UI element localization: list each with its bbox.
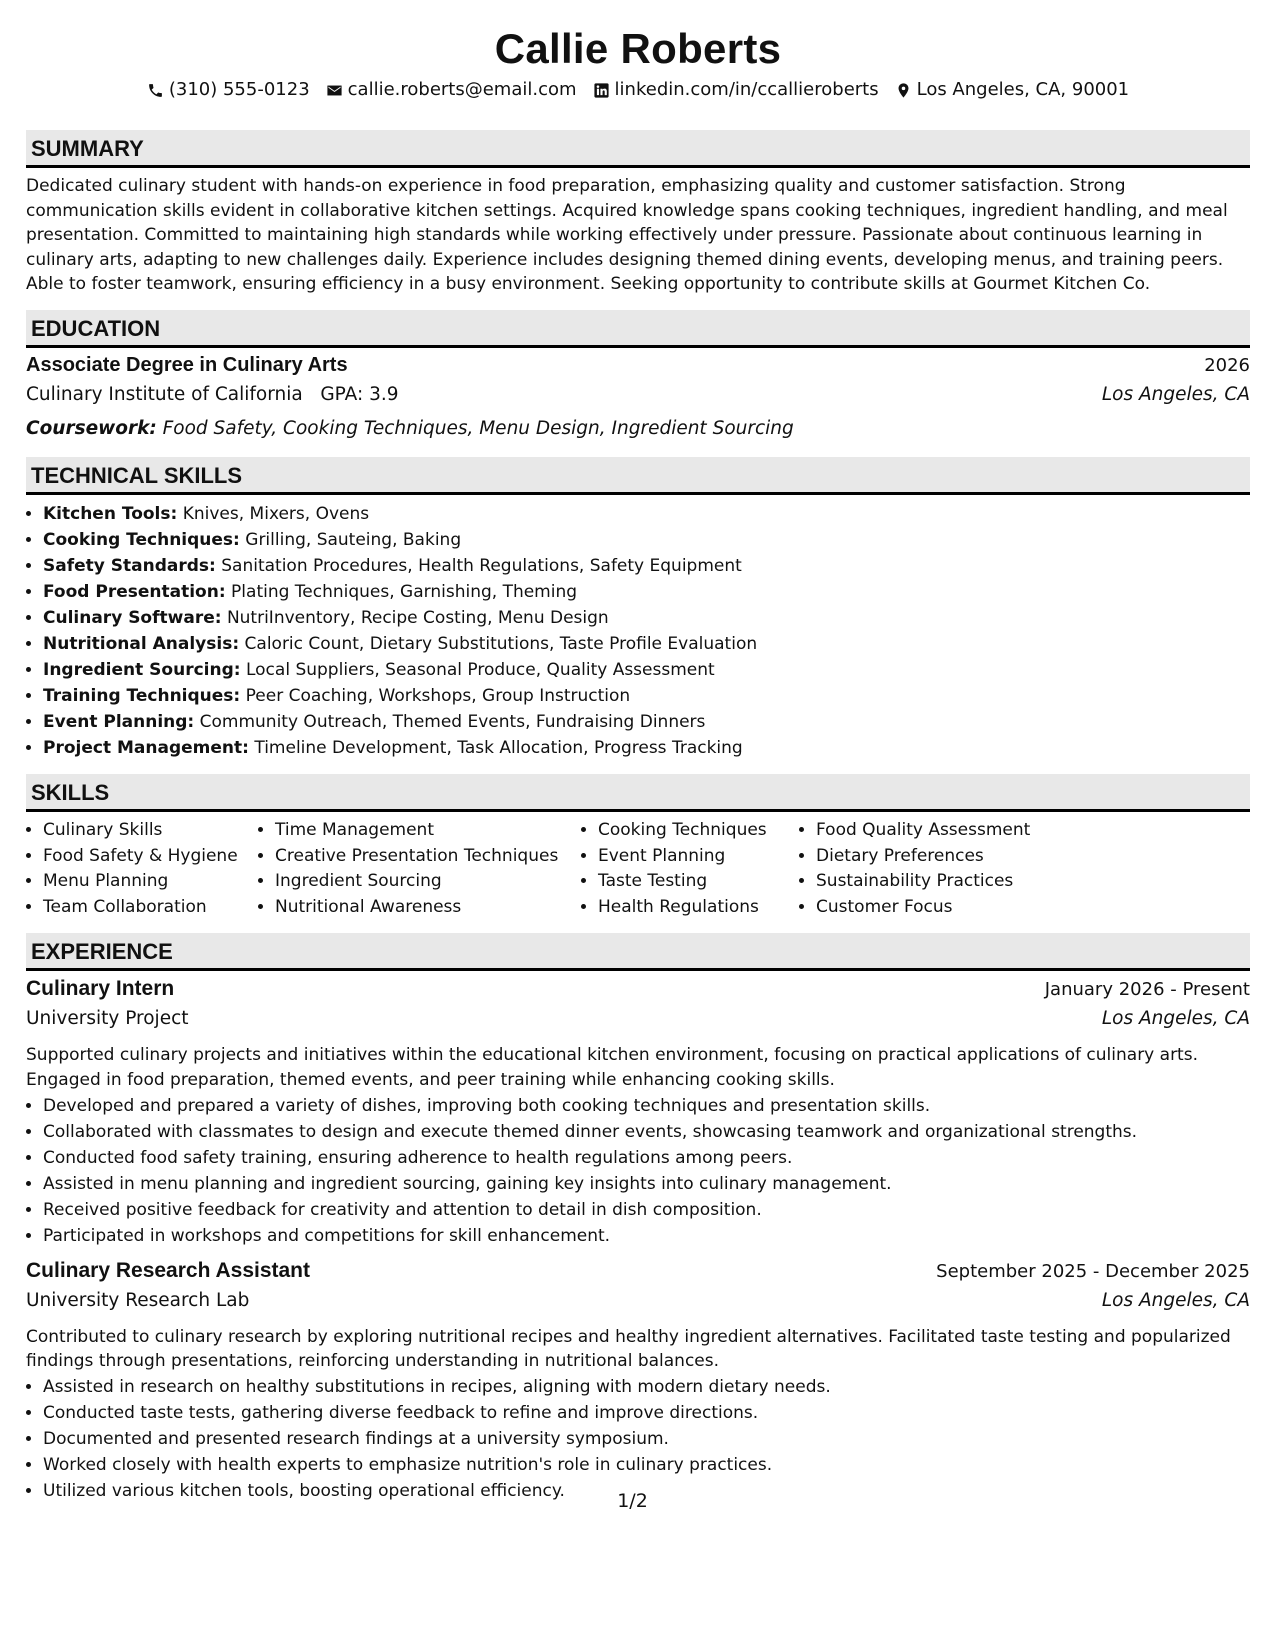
list-item: • Safety Standards: Sanitation Procedures, Health Regulations, Safety Equipment bbox=[43, 553, 1250, 579]
location-text: Los Angeles, CA, 90001 bbox=[916, 79, 1130, 100]
job-dates: September 2025 - December 2025 bbox=[936, 1260, 1250, 1282]
skills-grid bbox=[26, 818, 1250, 920]
list-item: • Ingredient Sourcing: Local Suppliers, Seasonal Produce, Quality Assessment bbox=[43, 657, 1250, 683]
job-org: University Research Lab bbox=[26, 1289, 250, 1311]
list-item: • Assisted in research on healthy substitutions in recipes, aligning with modern dietary needs. bbox=[43, 1374, 1250, 1400]
degree-title: Associate Degree in Culinary Arts bbox=[26, 353, 348, 376]
job-bullets bbox=[26, 1093, 1250, 1249]
education-location: Los Angeles, CA bbox=[1101, 383, 1250, 405]
section-heading-experience: EXPERIENCE bbox=[26, 933, 1250, 971]
list-item: • Menu Planning bbox=[43, 869, 258, 895]
list-item: • Event Planning: Community Outreach, Themed Events, Fundraising Dinners bbox=[43, 709, 1250, 735]
list-item: • Collaborated with classmates to design and execute themed dinner events, showcasing teamwork and organizational strengths. bbox=[43, 1119, 1250, 1145]
resume-page bbox=[26, 0, 1250, 1512]
coursework-list: Food Safety, Cooking Techniques, Menu Design, Ingredient Sourcing bbox=[162, 417, 794, 439]
job-summary: Supported culinary projects and initiatives within the educational kitchen environment, focusing on practical applications of culinary arts. Engaged in food preparation, themed events, and peer training while enhancing cooking skills. bbox=[26, 1045, 1198, 1090]
skills-column-3 bbox=[581, 818, 799, 920]
contact-email[interactable] bbox=[326, 78, 577, 102]
school-line bbox=[26, 384, 399, 405]
section-heading-skills: SKILLS bbox=[26, 774, 1250, 812]
coursework-label: Coursework: bbox=[26, 417, 157, 439]
list-item: • Developed and prepared a variety of dishes, improving both cooking techniques and presentation skills. bbox=[43, 1093, 1250, 1119]
list-item: • Project Management: Timeline Development, Task Allocation, Progress Tracking bbox=[43, 735, 1250, 761]
phone-text: (310) 555-0123 bbox=[168, 79, 310, 100]
education-title-row bbox=[26, 354, 1250, 384]
list-item: • Customer Focus bbox=[816, 895, 1076, 921]
list-item: • Training Techniques: Peer Coaching, Workshops, Group Instruction bbox=[43, 683, 1250, 709]
contact-location bbox=[895, 78, 1130, 102]
candidate-name: Callie Roberts bbox=[494, 25, 782, 72]
list-item: • Cooking Techniques: Grilling, Sauteing, Baking bbox=[43, 527, 1250, 553]
job-title: Culinary Research Assistant bbox=[26, 1258, 311, 1282]
education-year: 2026 bbox=[1204, 354, 1250, 376]
job-title: Culinary Intern bbox=[26, 977, 175, 1001]
list-item: • Culinary Software: NutriInventory, Recipe Costing, Menu Design bbox=[43, 605, 1250, 631]
contact-bar bbox=[26, 78, 1250, 102]
contact-linkedin[interactable] bbox=[593, 78, 879, 102]
list-item: • Dietary Preferences bbox=[816, 844, 1076, 870]
linkedin-icon bbox=[593, 81, 611, 99]
list-item: • Conducted taste tests, gathering diverse feedback to refine and improve directions. bbox=[43, 1400, 1250, 1426]
school-name: Culinary Institute of California bbox=[26, 383, 303, 405]
list-item: • Documented and presented research findings at a university symposium. bbox=[43, 1426, 1250, 1452]
job-bullets bbox=[26, 1374, 1250, 1504]
list-item: • Food Quality Assessment bbox=[816, 818, 1076, 844]
list-item: • Nutritional Awareness bbox=[275, 895, 581, 921]
gpa: GPA: 3.9 bbox=[320, 383, 399, 405]
job-entry bbox=[26, 977, 1250, 1248]
skills-column-2 bbox=[258, 818, 581, 920]
list-item: • Kitchen Tools: Knives, Mixers, Ovens bbox=[43, 501, 1250, 527]
email-icon bbox=[326, 81, 344, 99]
list-item: • Creative Presentation Techniques bbox=[275, 844, 581, 870]
list-item: • Assisted in menu planning and ingredient sourcing, gaining key insights into culinary management. bbox=[43, 1171, 1250, 1197]
job-title-row bbox=[26, 1259, 1250, 1290]
section-heading-technical-skills: TECHNICAL SKILLS bbox=[26, 457, 1250, 495]
job-title-row bbox=[26, 977, 1250, 1008]
education-school-row bbox=[26, 384, 1250, 414]
job-org-row bbox=[26, 1008, 1250, 1039]
phone-icon bbox=[147, 81, 165, 99]
job-dates: January 2026 - Present bbox=[1044, 979, 1250, 1001]
job-org-row bbox=[26, 1290, 1250, 1321]
list-item: • Conducted food safety training, ensuring adherence to health regulations among peers. bbox=[43, 1145, 1250, 1171]
section-heading-education: EDUCATION bbox=[26, 310, 1250, 348]
skills-column-1 bbox=[26, 818, 258, 920]
list-item: • Cooking Techniques bbox=[598, 818, 799, 844]
section-heading-summary: SUMMARY bbox=[26, 130, 1250, 168]
list-item: • Participated in workshops and competitions for skill enhancement. bbox=[43, 1223, 1250, 1249]
job-location: Los Angeles, CA bbox=[1101, 1008, 1250, 1030]
list-item: • Received positive feedback for creativity and attention to detail in dish composition. bbox=[43, 1197, 1250, 1223]
page-number: 1/2 bbox=[617, 1490, 648, 1512]
job-summary: Contributed to culinary research by exploring nutritional recipes and healthy ingredient alternatives. Facilitated taste testing and popularized findings through presentations, reinforcing understanding in nutritional balances. bbox=[26, 1326, 1231, 1372]
list-item: • Health Regulations bbox=[598, 895, 799, 921]
list-item: • Food Safety & Hygiene bbox=[43, 844, 258, 870]
list-item: • Utilized various kitchen tools, boosting operational efficiency. bbox=[43, 1478, 1250, 1504]
list-item: • Taste Testing bbox=[598, 869, 799, 895]
location-pin-icon bbox=[895, 81, 913, 99]
list-item: • Food Presentation: Plating Techniques, Garnishing, Theming bbox=[43, 579, 1250, 605]
list-item: • Ingredient Sourcing bbox=[275, 869, 581, 895]
contact-phone bbox=[147, 78, 310, 102]
summary-text: Dedicated culinary student with hands-on experience in food preparation, emphasizing quality and customer satisfaction. Strong communication skills evident in collaborative kitchen settings. Acquired knowledge spans cooking techniques, ingredient handling, and meal presentation. Committed to maintaining high standards while working effectively under pressure. Passionate about continuous learning in culinary arts, adapting to new challenges daily. Experience includes designing themed dining events, developing menus, and training peers. Able to foster teamwork, ensuring efficiency in a busy environment. Seeking opportunity to contribute skills at Gourmet Kitchen Co. bbox=[26, 176, 1228, 295]
email-text[interactable]: callie.roberts@email.com bbox=[347, 79, 577, 100]
coursework-line bbox=[26, 414, 1250, 444]
linkedin-text[interactable]: linkedin.com/in/ccallieroberts bbox=[614, 79, 879, 100]
list-item: • Worked closely with health experts to emphasize nutrition's role in culinary practices. bbox=[43, 1452, 1250, 1478]
list-item: • Culinary Skills bbox=[43, 818, 258, 844]
technical-skills-list bbox=[26, 501, 1250, 761]
skills-column-4 bbox=[799, 818, 1076, 920]
job-entry bbox=[26, 1259, 1250, 1504]
job-org: University Project bbox=[26, 1008, 189, 1030]
list-item: • Event Planning bbox=[598, 844, 799, 870]
list-item: • Time Management bbox=[275, 818, 581, 844]
list-item: • Sustainability Practices bbox=[816, 869, 1076, 895]
list-item: • Team Collaboration bbox=[43, 895, 258, 921]
list-item: • Nutritional Analysis: Caloric Count, Dietary Substitutions, Taste Profile Evaluation bbox=[43, 631, 1250, 657]
job-location: Los Angeles, CA bbox=[1101, 1289, 1250, 1311]
